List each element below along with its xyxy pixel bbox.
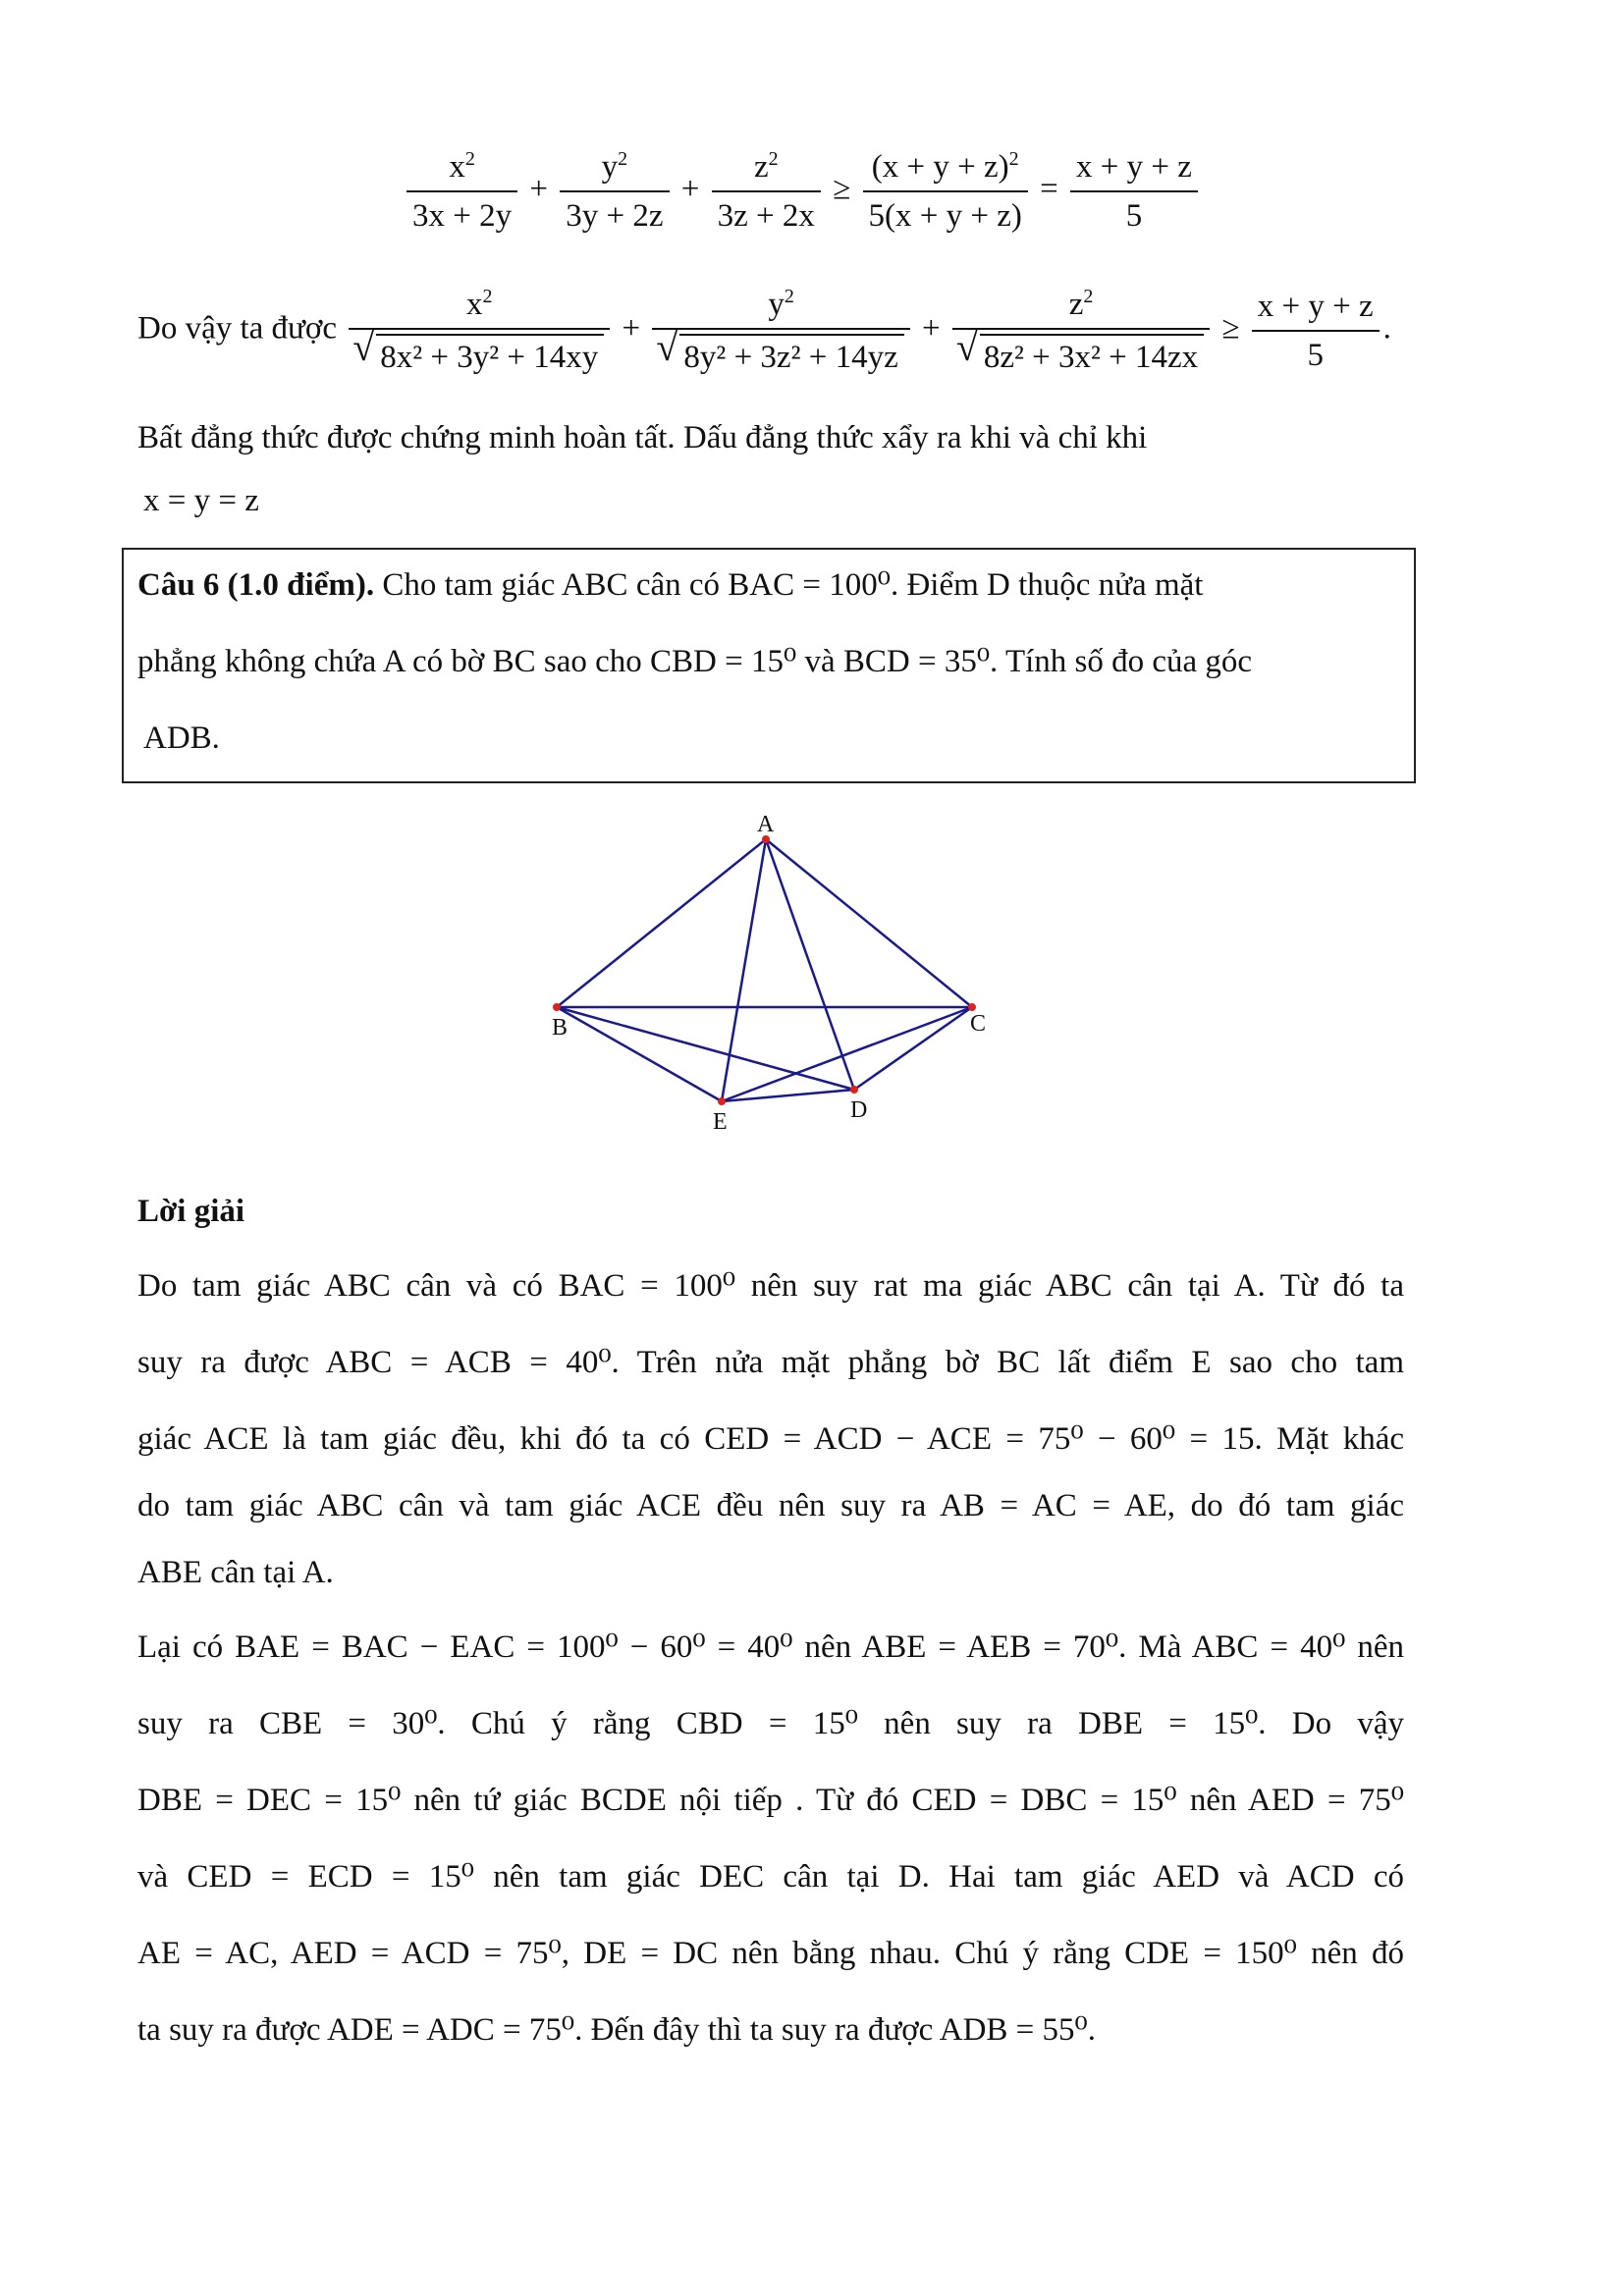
solution-line: suy ra được ABC = ACB = 40⁰. Trên nửa mặt phẳng bờ BC lất điểm E sao cho tam <box>137 1345 1404 1380</box>
point-label-c: C <box>970 1011 987 1037</box>
point-label-e: E <box>713 1109 728 1135</box>
solution-line: DBE = DEC = 15⁰ nên tứ giác BCDE nội tiếp . Từ đó CED = DBC = 15⁰ nên AED = 75⁰ <box>137 1783 1404 1818</box>
problem-line-1: Câu 6 (1.0 điểm). Cho tam giác ABC cân có BAC = 100⁰. Điểm D thuộc nửa mặt <box>137 567 1204 603</box>
fraction: $z^2$ √ 8z² + 3x² + 14zx <box>952 285 1210 377</box>
fraction: $x^2$ √ 8x² + 3y² + 14xy <box>349 285 610 377</box>
solution-line: ta suy ra được ADE = ADC = 75⁰. Đến đây thì ta suy ra được ADB = 55⁰. <box>137 2012 1097 2048</box>
segment-bd <box>557 1007 854 1090</box>
segment-dc <box>854 1007 972 1090</box>
inequality-sqrt: Do vậy ta được $x^2$ √ 8x² + 3y² + 14xy + $y^2$ √ 8y² + 3z² + 14yz + $z^2$ √ 8z² + 3x² + 14zx ≥ $\frac{x + y + z}{5}$ . <box>137 285 1414 377</box>
solution-line: Lại có BAE = BAC − EAC = 100⁰ − 60⁰ = 40⁰ nên ABE = AEB = 70⁰. Mà ABC = 40⁰ nên <box>137 1629 1404 1665</box>
solution-line: ABE cân tại A. <box>137 1555 334 1590</box>
point-label-b: B <box>552 1015 568 1041</box>
point-label-a: A <box>757 812 775 837</box>
solution-line: suy ra CBE = 30⁰. Chú ý rằng CBD = 15⁰ nên suy ra DBE = 15⁰. Do vậy <box>137 1706 1404 1741</box>
fraction: $\frac{y^2}{3y + 2z}$ <box>560 147 669 236</box>
fraction: $\frac{x^2}{3x + 2y}$ <box>406 147 517 236</box>
point-b <box>553 1003 561 1011</box>
fraction: $y^2$ √ 8y² + 3z² + 14yz <box>652 285 909 377</box>
conclusion-line-1: Bất đẳng thức được chứng minh hoàn tất. Dấu đẳng thức xẩy ra khi và chỉ khi <box>137 420 1148 455</box>
solution-title: Lời giải <box>137 1194 245 1229</box>
geometry-figure <box>530 805 1021 1139</box>
segment-ab <box>557 839 766 1007</box>
problem-line-3: ADB. <box>143 721 220 756</box>
segment-be <box>557 1007 722 1101</box>
fraction: $\frac{(x + y + z)^2}{5(x + y + z)}$ <box>863 147 1028 236</box>
fraction: $\frac{z^2}{3z + 2x}$ <box>712 147 821 236</box>
solution-line: và CED = ECD = 15⁰ nên tam giác DEC cân tại D. Hai tam giác AED và ACD có <box>137 1859 1404 1895</box>
problem-heading: Câu 6 (1.0 điểm). <box>137 567 375 603</box>
solution-line: AE = AC, AED = ACD = 75⁰, DE = DC nên bằng nhau. Chú ý rằng CDE = 150⁰ nên đó <box>137 1936 1404 1971</box>
point-d <box>850 1086 858 1094</box>
point-c <box>968 1003 976 1011</box>
conclusion-line-2: x = y = z <box>143 483 259 518</box>
segment-ed <box>722 1090 854 1101</box>
solution-line: do tam giác ABC cân và tam giác ACE đều nên suy ra AB = AC = AE, do đó tam giác <box>137 1488 1404 1523</box>
point-e <box>718 1097 726 1105</box>
solution-line: Do tam giác ABC cân và có BAC = 100⁰ nên suy rat ma giác ABC cân tại A. Từ đó ta <box>137 1268 1404 1304</box>
point-label-d: D <box>850 1097 868 1123</box>
inequality-top: $\frac{x^2}{3x + 2y}$ + $\frac{y^2}{3y + 2z}$ + $\frac{z^2}{3z + 2x}$ ≥ $\frac{(x + y + z)^2}{5(x + y + z)}$ = $\frac{x + y + z}{5}$ <box>403 147 1384 236</box>
solution-line: giác ACE là tam giác đều, khi đó ta có CED = ACD − ACE = 75⁰ − 60⁰ = 15. Mặt khác <box>137 1421 1404 1457</box>
problem-line-2: phẳng không chứa A có bờ BC sao cho CBD = 15⁰ và BCD = 35⁰. Tính số đo của góc <box>137 644 1253 679</box>
fraction: $\frac{x + y + z}{5}$ <box>1070 147 1198 236</box>
fraction: $\frac{x + y + z}{5}$ <box>1252 287 1380 375</box>
